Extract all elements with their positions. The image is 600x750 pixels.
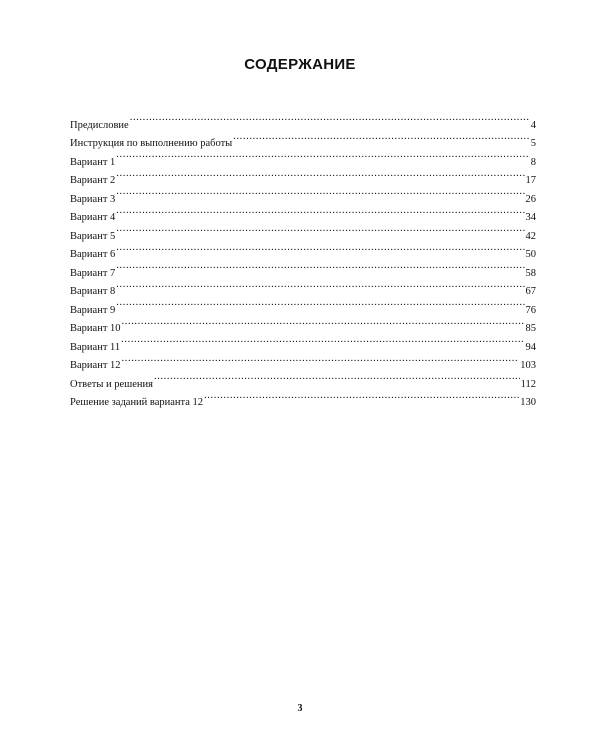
toc-entry[interactable] bbox=[70, 220, 536, 242]
toc-entry-page: 26 bbox=[525, 193, 536, 205]
toc-leader-dots bbox=[122, 350, 520, 369]
toc-entry[interactable] bbox=[70, 350, 536, 369]
toc-entry[interactable] bbox=[70, 257, 536, 279]
toc-leader-dots bbox=[233, 128, 530, 147]
toc-entry-label: Предисловие bbox=[70, 119, 129, 131]
toc-leader-dots bbox=[204, 387, 519, 406]
toc-entry-label: Вариант 1 bbox=[70, 156, 116, 168]
toc-entry-page: 4 bbox=[530, 119, 536, 131]
toc-entry-label: Вариант 9 bbox=[70, 304, 116, 316]
toc-entry-page: 85 bbox=[525, 323, 536, 334]
toc-entry[interactable] bbox=[70, 276, 536, 295]
toc-entry[interactable] bbox=[70, 183, 536, 205]
toc-entry[interactable] bbox=[70, 239, 536, 258]
toc-entry[interactable] bbox=[70, 109, 536, 131]
toc-entry-page: 8 bbox=[530, 156, 536, 168]
toc-leader-dots bbox=[154, 368, 520, 387]
toc-entry-label: Вариант 4 bbox=[70, 212, 116, 223]
toc-entry-label: Инструкция по выполнению работы bbox=[70, 138, 233, 149]
toc-entry-page: 76 bbox=[525, 304, 536, 316]
toc-entry-label: Вариант 3 bbox=[70, 193, 116, 205]
toc-entry[interactable] bbox=[70, 128, 536, 147]
toc-entry-page: 34 bbox=[525, 212, 536, 223]
toc-leader-dots bbox=[116, 294, 524, 313]
toc-leader-dots bbox=[116, 165, 524, 184]
page-number: 3 bbox=[297, 703, 303, 714]
toc-entry-page: 67 bbox=[525, 286, 536, 297]
toc-leader-dots bbox=[122, 313, 525, 332]
toc-entry-label: Вариант 2 bbox=[70, 175, 116, 186]
toc-leader-dots bbox=[116, 220, 524, 239]
toc-entry-page: 50 bbox=[525, 249, 536, 260]
toc-entry-page: 42 bbox=[525, 230, 536, 242]
toc-entry[interactable] bbox=[70, 313, 536, 332]
toc-entry-label: Вариант 8 bbox=[70, 286, 116, 297]
toc-entry-label: Ответы и решения bbox=[70, 378, 153, 390]
toc-entry-page: 58 bbox=[525, 267, 536, 279]
toc-entry-page: 112 bbox=[520, 378, 536, 390]
toc-entry-page: 94 bbox=[525, 341, 536, 353]
toc-entry-page: 17 bbox=[525, 175, 536, 186]
toc-leader-dots bbox=[116, 202, 524, 221]
toc-entry[interactable] bbox=[70, 202, 536, 221]
toc-entry[interactable] bbox=[70, 146, 536, 168]
toc-entry-label: Вариант 12 bbox=[70, 360, 121, 371]
toc-entry-label: Вариант 5 bbox=[70, 230, 116, 242]
toc-entry[interactable] bbox=[70, 368, 536, 390]
toc-leader-dots bbox=[116, 257, 524, 276]
toc-leader-dots bbox=[116, 146, 529, 165]
toc-entry[interactable] bbox=[70, 331, 536, 353]
toc-entry-label: Вариант 11 bbox=[70, 341, 121, 353]
toc-entry-label: Решение заданий варианта 12 bbox=[70, 397, 204, 408]
table-of-contents bbox=[70, 109, 536, 408]
toc-leader-dots bbox=[116, 183, 524, 202]
toc-entry-label: Вариант 10 bbox=[70, 323, 121, 334]
toc-entry[interactable] bbox=[70, 165, 536, 184]
toc-entry-page: 103 bbox=[520, 360, 536, 371]
toc-entry-page: 5 bbox=[530, 138, 536, 149]
toc-leader-dots bbox=[116, 276, 524, 295]
toc-entry-label: Вариант 6 bbox=[70, 249, 116, 260]
toc-leader-dots bbox=[116, 239, 524, 258]
toc-leader-dots bbox=[130, 109, 530, 128]
toc-leader-dots bbox=[121, 331, 524, 350]
toc-entry-label: Вариант 7 bbox=[70, 267, 116, 279]
toc-entry-page: 130 bbox=[520, 397, 536, 408]
page-title: СОДЕРЖАНИЕ bbox=[244, 56, 356, 73]
toc-entry[interactable] bbox=[70, 294, 536, 316]
